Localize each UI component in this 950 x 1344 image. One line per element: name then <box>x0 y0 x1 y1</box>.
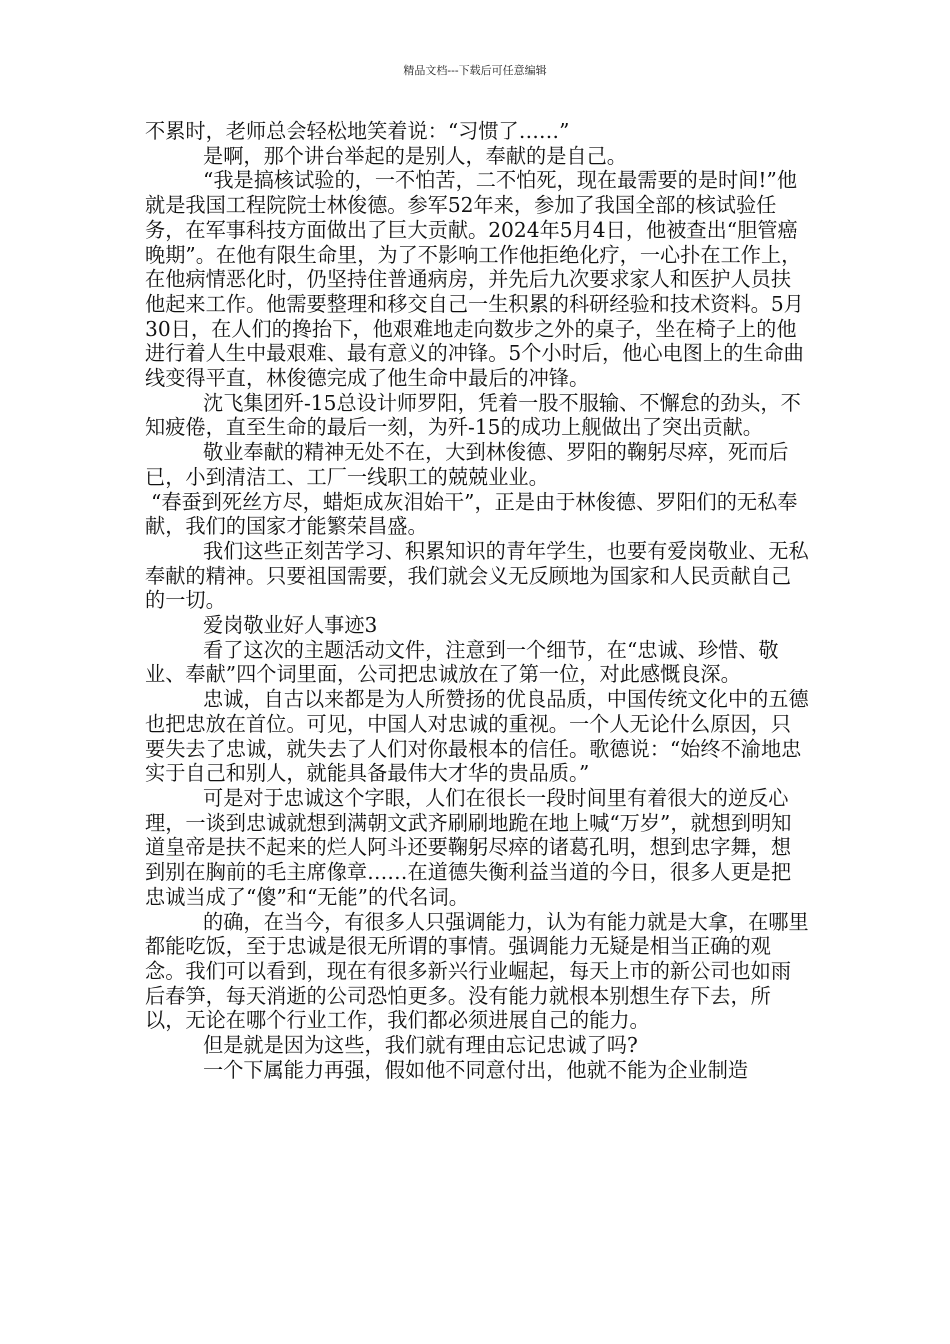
section-heading: 爱岗敬业好人事迹3 <box>203 613 378 638</box>
paragraph: 但是就是因为这些，我们就有理由忘记忠诚了吗? <box>203 1033 638 1058</box>
paragraph: 沈飞集团歼-15总设计师罗阳，凭着一股不服输、不懈怠的劲头，不知疲倦，直至生命的最后一刻，为歼-15的成功上舰做出了突出贡献。 <box>145 390 801 440</box>
paragraph: 看了这次的主题活动文件，注意到一个细节，在“忠诚、珍惜、敬业、奉献”四个词里面，公司把忠诚放在了第一位，对此感慨良深。 <box>145 637 779 687</box>
paragraph: 忠诚，自古以来都是为人所赞扬的优良品质，中国传统文化中的五德也把忠放在首位。可见，中国人对忠诚的重视。一个人无论什么原因，只要失去了忠诚，就失去了人们对你最根本的信任。歌德说：“始终不渝地忠实于自己和别人，就能具备最伟大才华的贵品质。” <box>145 687 809 786</box>
paragraph-continued: 不累时，老师总会轻松地笑着说：“习惯了……” <box>145 119 570 143</box>
paragraph: 敬业奉献的精神无处不在，大到林俊德、罗阳的鞠躬尽瘁，死而后已，小到清洁工、工厂一线职工的兢兢业业。 <box>145 440 789 489</box>
paragraph: “我是搞核试验的，一不怕苦，二不怕死，现在最需要的是时间!”他就是我国工程院院士林俊德。参军52年来，参加了我国全部的核试验任务，在军事科技方面做出了巨大贡献。2024年5月4日，他被查出“胆管癌晚期”。在他有限生命里，为了不影响工作他拒绝化疗，一心扑在工作上，在他病情恶化时，仍坚持住普通病房，并先后九次要求家人和医护人员扶他起来工作。他需要整理和移交自己一生积累的科研经验和技术资料。5月30日，在人们的搀抬下，他艰难地走向数步之外的桌子，坐在椅子上的他进行着人生中最艰难、最有意义的冲锋。5个小时后，他心电图上的生命曲线变得平直，林俊德完成了他生命中最后的冲锋。 <box>145 168 804 391</box>
page-header: 精品文档---下载后可任意编辑 <box>403 64 547 77</box>
paragraph: 一个下属能力再强，假如他不同意付出，他就不能为企业制造 <box>203 1057 749 1082</box>
paragraph: “春蚕到死丝方尽，蜡炬成灰泪始干”，正是由于林俊德、罗阳们的无私奉献，我们的国家才能繁荣昌盛。 <box>145 489 798 539</box>
paragraph: 的确，在当今，有很多人只强调能力，认为有能力就是大拿，在哪里都能吃饭，至于忠诚是很无所谓的事情。强调能力无疑是相当正确的观念。我们可以看到，现在有很多新兴行业崛起，每天上市的新公司也如雨后春笋，每天消逝的公司恐怕更多。没有能力就根本别想生存下去，所以，无论在哪个行业工作，我们都必须进展自己的能力。 <box>145 909 809 1033</box>
paragraph: 可是对于忠诚这个字眼，人们在很长一段时间里有着很大的逆反心理，一谈到忠诚就想到满朝文武齐刷刷地跪在地上喊“万岁”，就想到明知道皇帝是扶不起来的烂人阿斗还要鞠躬尽瘁的诸葛孔明，想到忠字舞，想到别在胸前的毛主席像章……在道德失衡利益当道的今日，很多人更是把忠诚当成了“傻”和“无能”的代名词。 <box>145 785 792 909</box>
document-body <box>145 119 811 1082</box>
paragraph: 我们这些正刻苦学习、积累知识的青年学生，也要有爱岗敬业、无私奉献的精神。只要祖国需要，我们就会义无反顾地为国家和人民贡献自己的一切。 <box>145 538 809 613</box>
paragraph: 是啊，那个讲台举起的是别人，奉献的是自己。 <box>203 143 627 168</box>
